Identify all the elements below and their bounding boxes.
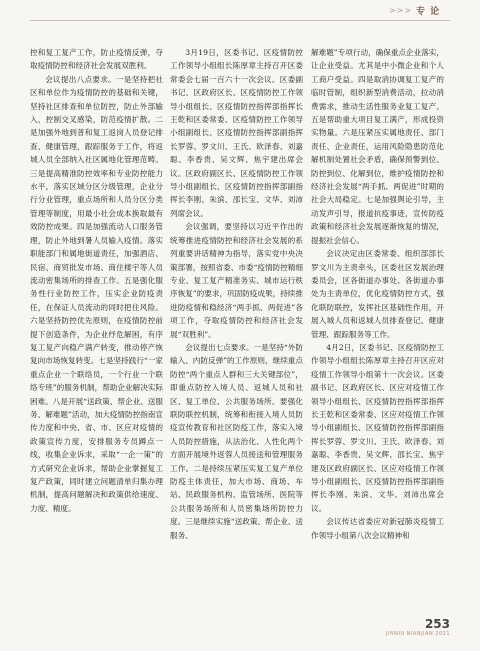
page-number: 253	[424, 617, 450, 631]
paragraph: 4月2日，区委书记、区疫情防控工作领导小组组长陈厚章主持召开区应对疫情工作领导小组第十一次会议。区委副书记、区政府区长、区应对疫情工作领导小组组长、区疫情防控指挥部指挥长王乾和区委常委、区应对疫情工作领导小组副组长、区疫情防控指挥部副指挥长罗蓉、罗文川、王氏、欧泽春、刘嘉聪、李香贵、吴文辉、邵长宝、焦宇建及区政府副区长、区应对疫情工作领导小组副组长、区疫情防控指挥部副指挥长李刚、朱滨、文华、刘沛出席会议。	[311, 342, 444, 513]
paragraph: 解难题”专项行动，确保重点企业落实，让企业受益。尤其是中小微企业和个人工商户受益。四是取消协调复工复产的临时管制，组织新型消费活动，拉动消费需求，推动生活性服务业复工复产。五是帮助重大项目复工满产，形成投资实物量。六是压紧压实属地责任、部门责任、企业责任，运用风险隐患防范化解机制处置社会矛盾，确保预警到位、防控到位、化解到位，维护疫情防控和经济社会发展“两手抓、两促进”时期的社会大局稳定。七是加强舆论引导，主动发声引导，报道抗疫事迹，宣传防疫政策和经济社会发展逐渐恢复的情况，提振社会信心。	[311, 48, 444, 245]
paragraph: 会议提出七点要求。一是坚持“外防输入、内防反弹”的工作原则，继续重点防控“两个重点人群和三大关键部位”，即重点防控入境人员、返城人员和社区、复工单位、公共服务场所。要强化联防联控机制，统筹和衔接入境人员防疫宣传教育和社区防疫工作，落实入境人员防控措施，从法治化、人性化两个方面开展境外返蓉人员接送和管理服务工作。二是持续压紧压实复工复产单位防疫主体责任，加大市场、商场、车站、民政服务机构、监管场所、医院等公共服务场所和人员密集场所防控力度。三是继续实施“送政策、帮企业、送服务、	[170, 342, 303, 540]
text-column-1	[30, 46, 163, 515]
paragraph: 会议强调，要坚持以习近平作出的统筹推进疫情防控和经济社会发展的系列重要讲话精神为指导，落实党中央决策部署，按照省委、市委“疫情防控精细专业、复工复产精准务实、城市运行秩序恢复”的要求，巩固防疫成果，持续推进防疫情和稳经济“两手抓、两促进”各项工作，夺取疫情防控和经济社会发展“双胜利”。	[170, 222, 303, 339]
chevron-icon: >>>	[389, 6, 413, 15]
section-title: 专 论	[416, 7, 441, 17]
header-rule	[30, 20, 450, 21]
text-column-3	[311, 46, 444, 542]
paragraph: 控和复工复产工作，防止疫情反弹，夺取疫情防控和经济社会发展双胜利。	[30, 48, 163, 71]
paragraph: 会议提出八点要求。一是坚持把社区和单位作为疫情防控的基础和关键，坚持社区排查和单位防控，防止外部输入，控制交叉感染，防范疫情扩散。二是加强外地到普和复工返岗人员登记排查，健康管理，跟踪服务于工作，将返城人员全部纳入社区属地化管理范畴。三是提高精准防控效率和专业防控能力水平，落实区域分区分级管理，企业分行分业管理，重点场所和人员分区分类管理等制度，用最小社会成本换取最有效防控成果。四是加强流动人口服务管理，防止外地到暑人员输入疫情。落实职能部门和属地街道责任，加强酒店、民宿、商贸批发市场、商住楼宇等人员流动密集场所的排查工作。五是强化服务性行业防控工作，压实企业防疫责任，在保证人员流动的同时把住风险。六是坚持防控优先原则，在疫情防控前提下创造条件，为企业纾危解困，有序复工复产向稳产满产转变，推动停产恢复向市场恢复转变。七是坚持践行“一家重点企业一个联络员，一个行业一个联络专班”的服务机制，帮助企业解决实际困难。八是开展“送政策、帮企业、送服务、解难题”活动，加大疫情防控指南宣传力度和中央、省、市、区应对疫情的政策宣传力度，安排服务专员蹲点一线，收集企业诉求，采取“一企一策”的方式研究企业诉求，帮助企业掌握复工复产政策，同时建立问题清单归集办理机制，提高问题解决和政策供给速度、力度、精度。	[30, 74, 163, 513]
text-column-2	[170, 46, 303, 542]
journal-name: JINNIU NIANJIAN 2021	[386, 631, 450, 637]
page-footer	[386, 617, 450, 637]
page-header	[0, 0, 480, 22]
paragraph: 会议决定由区委常委、组织部部长罗文川为主责牵头，区委社区发展治理委员会，区各街道办事处、各街道办事处为主责单位，优化疫情防控方式，强化联防联控，发挥社区基础性作用，开展入城人员和返城人员排查登记、健康管理、跟踪服务等工作。	[311, 249, 444, 339]
paragraph: 3月19日，区委书记、区疫情防控工作领导小组组长陈厚章主持召开区委常委会七届一百六十一次会议。区委副书记、区政府区长、区疫情防控工作领导小组组长、区疫情防控指挥部指挥长王乾和区委常委、区疫情防控工作领导小组副组长、区疫情防控指挥部副指挥长罗蓉、罗文川、王氏、欧泽春、刘嘉聪、李香贵、吴文辉、焦宇建出席会议。区政府副区长、区疫情防控工作领导小组副组长、区疫情防控指挥部副指挥长李刚、朱滨、邵长宝、文华、刘沛列席会议。	[170, 48, 303, 218]
paragraph: 会议传达省委应对新冠肺炎疫情工作领导小组第八次会议精神和	[311, 517, 444, 540]
